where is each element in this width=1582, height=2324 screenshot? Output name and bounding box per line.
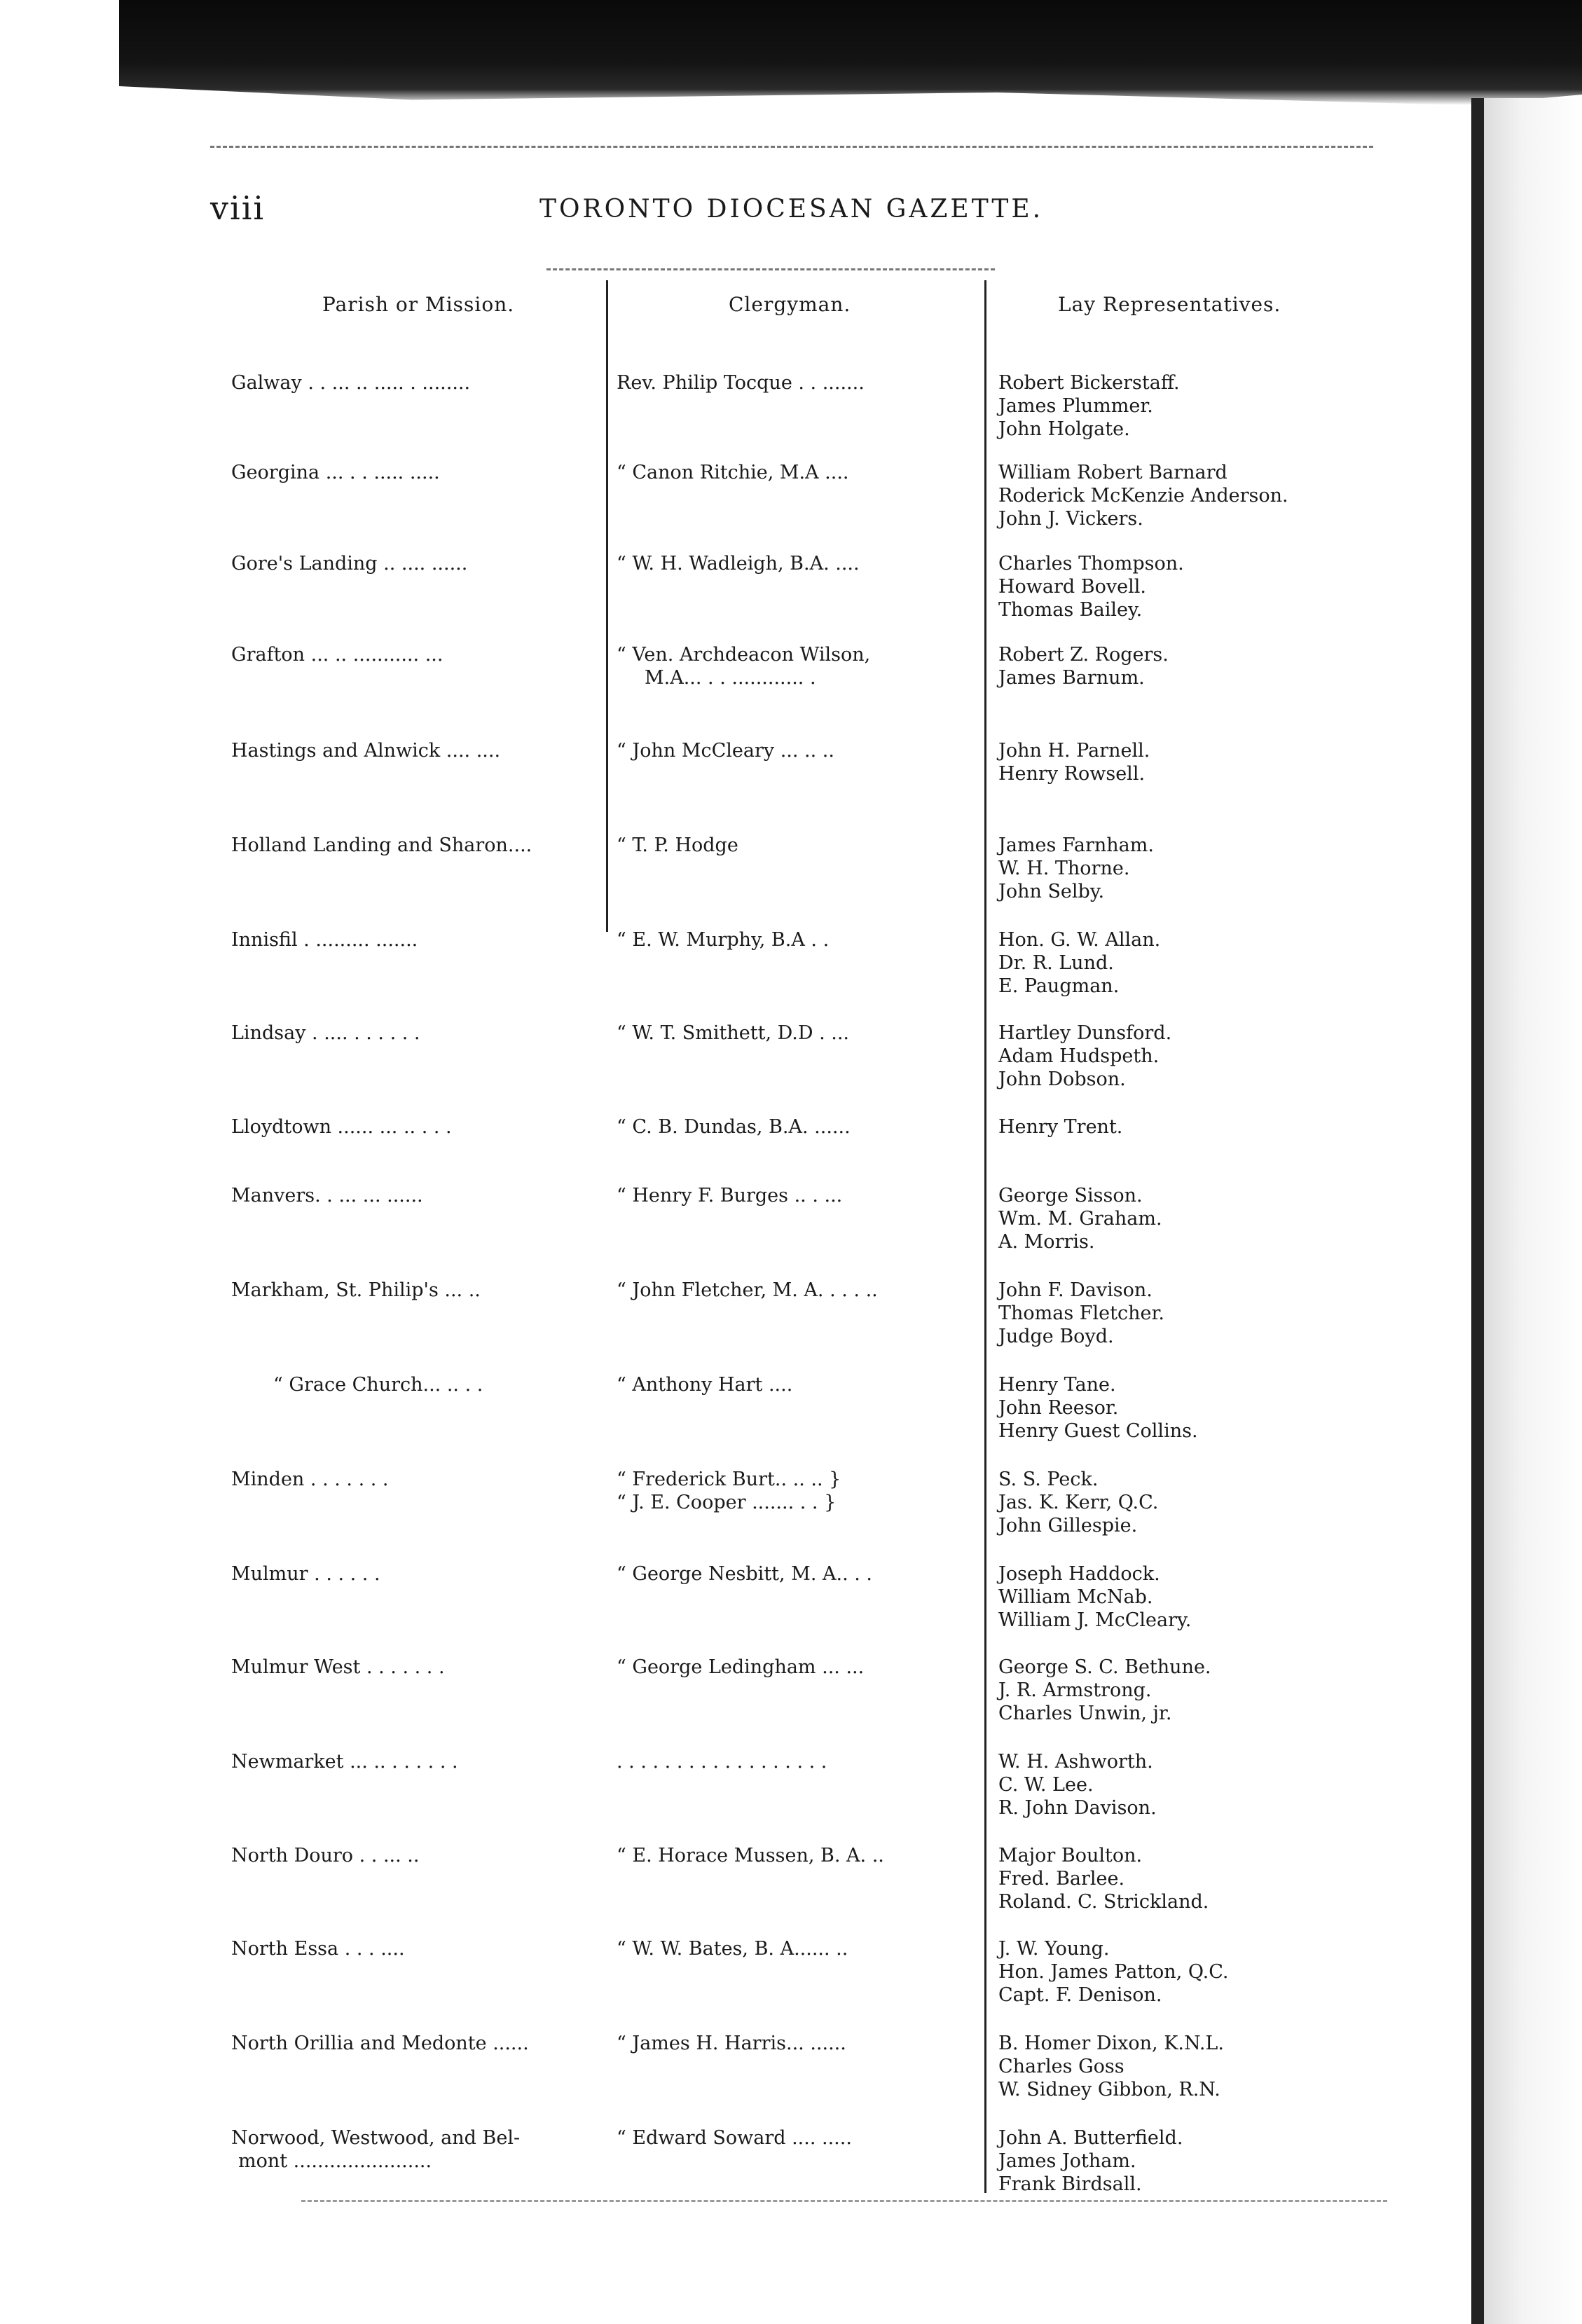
lay-representative: Robert Z. Rogers. <box>998 644 1169 666</box>
lay-representative: J. W. Young. <box>998 1938 1110 1960</box>
page-header <box>210 189 1401 238</box>
lay-representatives <box>998 834 1447 903</box>
lay-representative: Dr. R. Lund. <box>998 952 1114 974</box>
lay-representative: A. Morris. <box>998 1231 1095 1253</box>
parish-line: Norwood, Westwood, and Bel- <box>231 2127 521 2149</box>
clergyman-line: “ E. Horace Mussen, B. A. .. <box>617 1845 884 1866</box>
lay-representative: Hon. G. W. Allan. <box>998 929 1161 951</box>
clergyman-name <box>617 1184 981 1207</box>
clergyman-line: “ Anthony Hart .... <box>617 1374 793 1396</box>
clergyman-name <box>617 461 981 484</box>
lay-representative: James Barnum. <box>998 667 1145 689</box>
lay-representative: Joseph Haddock. <box>998 1563 1160 1585</box>
lay-representative: William McNab. <box>998 1586 1153 1608</box>
clergyman-line: “ W. H. Wadleigh, B.A. .... <box>617 553 860 575</box>
parish-name <box>231 2032 596 2055</box>
parish-line: Newmarket ... .. . . . . . . <box>231 1751 458 1773</box>
lay-representative: Hon. James Patton, Q.C. <box>998 1961 1229 1983</box>
clergyman-line: “ Ven. Archdeacon Wilson, <box>617 644 871 666</box>
clergyman-name <box>617 1562 981 1586</box>
lay-representative: James Farnham. <box>998 834 1154 856</box>
clergyman-line: Rev. Philip Tocque . . ....... <box>617 372 865 394</box>
clergyman-line: “ Frederick Burt.. .. .. } <box>617 1469 841 1490</box>
lay-representative: George Sisson. <box>998 1185 1143 1206</box>
lay-representatives <box>998 643 1447 689</box>
clergyman-line: M.A... . . ............ . <box>645 667 816 689</box>
lay-representatives <box>998 552 1447 621</box>
lay-representatives <box>998 1184 1447 1253</box>
parish-name <box>231 1937 596 1960</box>
parish-name <box>231 643 596 666</box>
column-divider-left <box>606 280 608 932</box>
parish-line: Minden . . . . . . . <box>231 1469 389 1490</box>
lay-representative: Jas. K. Kerr, Q.C. <box>998 1492 1159 1513</box>
parish-name <box>231 928 596 951</box>
lay-representative: E. Paugman. <box>998 975 1120 997</box>
lay-representative: Adam Hudspeth. <box>998 1045 1160 1067</box>
lay-representative: John A. Butterfield. <box>998 2127 1183 2149</box>
lay-representative: Roland. C. Strickland. <box>998 1891 1209 1913</box>
parish-name <box>273 1373 638 1396</box>
lay-representative: Major Boulton. <box>998 1845 1143 1866</box>
clergyman-name <box>617 1373 981 1396</box>
clergyman-name <box>617 1656 981 1679</box>
lay-representative: Judge Boyd. <box>998 1326 1114 1347</box>
parish-line: Markham, St. Philip's ... .. <box>231 1279 481 1301</box>
parish-name <box>231 1184 596 1207</box>
lay-representatives <box>998 371 1447 441</box>
top-dashed-rule <box>210 146 1373 148</box>
clergyman-name <box>617 1115 981 1139</box>
parish-name <box>231 552 596 575</box>
clergyman-name <box>617 1750 981 1773</box>
parish-name <box>231 1022 596 1045</box>
clergyman-line: “ W. W. Bates, B. A...... .. <box>617 1938 848 1960</box>
scan-border-top <box>119 0 1582 105</box>
lay-representative: W. H. Ashworth. <box>998 1751 1153 1773</box>
parish-name <box>231 739 596 762</box>
clergyman-line: “ George Ledingham ... ... <box>617 1656 865 1678</box>
lay-representatives <box>998 461 1447 530</box>
column-header-clergyman: Clergyman. <box>729 293 851 316</box>
parish-line: Manvers. . ... ... ...... <box>231 1185 423 1206</box>
clergyman-line: “ J. E. Cooper ....... . . } <box>617 1492 837 1513</box>
clergyman-name <box>617 1937 981 1960</box>
page-number: viii <box>210 189 266 227</box>
lay-representative: R. John Davison. <box>998 1797 1157 1819</box>
lay-representatives <box>998 2032 1447 2101</box>
lay-representatives <box>998 1656 1447 1725</box>
parish-line: Holland Landing and Sharon.... <box>231 834 532 856</box>
parish-line: Innisfil . ......... ....... <box>231 929 418 951</box>
lay-representatives <box>998 1844 1447 1913</box>
column-header-parish: Parish or Mission. <box>322 293 515 316</box>
parish-line: Georgina ... . . ..... ..... <box>231 462 440 483</box>
lay-representatives <box>998 1115 1447 1139</box>
clergyman-line: “ Henry F. Burges .. . ... <box>617 1185 843 1206</box>
page-spine-shadow <box>1484 98 1582 2324</box>
parish-line: North Douro . . ... .. <box>231 1845 420 1866</box>
clergyman-name <box>617 739 981 762</box>
lay-representative: George S. C. Bethune. <box>998 1656 1211 1678</box>
bottom-dashed-rule <box>301 2200 1387 2202</box>
parish-name <box>231 1562 596 1586</box>
clergyman-line: “ John McCleary ... .. .. <box>617 740 834 762</box>
clergyman-name <box>617 1279 981 1302</box>
parish-line: Lindsay . .... . . . . . . <box>231 1022 420 1044</box>
column-divider-right <box>984 280 986 2193</box>
clergyman-line: . . . . . . . . . . . . . . . . . . <box>617 1751 827 1773</box>
lay-representatives <box>998 1373 1447 1443</box>
clergyman-line: “ W. T. Smithett, D.D . ... <box>617 1022 850 1044</box>
clergyman-name <box>617 371 981 394</box>
lay-representatives <box>998 1022 1447 1091</box>
lay-representative: W. H. Thorne. <box>998 858 1130 879</box>
parish-line: Gore's Landing .. .... ...... <box>231 553 468 575</box>
gazette-title: TORONTO DIOCESAN GAZETTE. <box>539 195 1044 224</box>
clergyman-line: “ Canon Ritchie, M.A .... <box>617 462 849 483</box>
lay-representative: John Holgate. <box>998 418 1130 440</box>
lay-representative: James Jotham. <box>998 2150 1136 2172</box>
parish-name <box>231 1656 596 1679</box>
parish-table <box>210 280 1471 2195</box>
lay-representative: Henry Trent. <box>998 1116 1123 1138</box>
lay-representative: Henry Tane. <box>998 1374 1116 1396</box>
lay-representative: James Plummer. <box>998 395 1153 417</box>
parish-line: Mulmur . . . . . . <box>231 1563 380 1585</box>
lay-representative: Thomas Bailey. <box>998 599 1143 621</box>
parish-name <box>231 461 596 484</box>
lay-representative: William J. McCleary. <box>998 1609 1192 1631</box>
parish-line: mont ....................... <box>238 2150 432 2172</box>
lay-representative: Charles Goss <box>998 2056 1124 2077</box>
lay-representative: Fred. Barlee. <box>998 1868 1125 1890</box>
lay-representative: William Robert Barnard <box>998 462 1227 483</box>
clergyman-name <box>617 834 981 857</box>
parish-name <box>231 834 596 857</box>
lay-representative: Charles Unwin, jr. <box>998 1703 1172 1724</box>
clergyman-line: “ E. W. Murphy, B.A . . <box>617 929 830 951</box>
parish-line: “ Grace Church... .. . . <box>273 1374 483 1396</box>
parish-name <box>231 371 596 394</box>
parish-line: Hastings and Alnwick .... .... <box>231 740 501 762</box>
lay-representative: W. Sidney Gibbon, R.N. <box>998 2079 1220 2100</box>
parish-name <box>231 1468 596 1491</box>
parish-name <box>231 1115 596 1139</box>
lay-representative: John Reesor. <box>998 1397 1119 1419</box>
parish-name <box>231 2126 596 2173</box>
parish-line: Lloydtown ...... ... .. . . . <box>231 1116 452 1138</box>
clergyman-line: “ Edward Soward .... ..... <box>617 2127 852 2149</box>
lay-representative: John Selby. <box>998 881 1105 902</box>
lay-representatives <box>998 2126 1447 2196</box>
parish-line: Galway . . ... .. ..... . ........ <box>231 372 471 394</box>
lay-representative: Thomas Fletcher. <box>998 1302 1165 1324</box>
parish-name <box>231 1750 596 1773</box>
header-underline-rule <box>546 268 995 270</box>
lay-representatives <box>998 928 1447 998</box>
lay-representative: Wm. M. Graham. <box>998 1208 1162 1230</box>
lay-representative: John Dobson. <box>998 1068 1126 1090</box>
clergyman-line: “ James H. Harris... ...... <box>617 2033 846 2054</box>
lay-representative: Capt. F. Denison. <box>998 1984 1162 2006</box>
column-header-lay: Lay Representatives. <box>1058 293 1281 316</box>
lay-representative: Henry Guest Collins. <box>998 1420 1198 1442</box>
lay-representative: Charles Thompson. <box>998 553 1184 575</box>
lay-representative: Frank Birdsall. <box>998 2173 1142 2195</box>
lay-representatives <box>998 1750 1447 1820</box>
page-spine-edge <box>1471 98 1484 2324</box>
lay-representatives <box>998 1937 1447 2007</box>
lay-representative: John F. Davison. <box>998 1279 1153 1301</box>
clergyman-name <box>617 552 981 575</box>
lay-representative: B. Homer Dixon, K.N.L. <box>998 2033 1224 2054</box>
clergyman-line: “ John Fletcher, M. A. . . . .. <box>617 1279 878 1301</box>
lay-representative: Henry Rowsell. <box>998 763 1146 785</box>
clergyman-name <box>617 2032 981 2055</box>
clergyman-line: “ T. P. Hodge <box>617 834 738 856</box>
clergyman-name <box>617 1468 981 1514</box>
parish-line: Mulmur West . . . . . . . <box>231 1656 445 1678</box>
lay-representatives <box>998 1468 1447 1537</box>
lay-representatives <box>998 1562 1447 1632</box>
lay-representative: Robert Bickerstaff. <box>998 372 1180 394</box>
lay-representatives <box>998 739 1447 785</box>
lay-representative: John Gillespie. <box>998 1515 1138 1536</box>
clergyman-line: “ George Nesbitt, M. A.. . . <box>617 1563 872 1585</box>
clergyman-name <box>617 1844 981 1867</box>
clergyman-name <box>617 2126 981 2150</box>
parish-line: North Orillia and Medonte ...... <box>231 2033 529 2054</box>
parish-line: Grafton ... .. ........... ... <box>231 644 443 666</box>
lay-representative: Roderick McKenzie Anderson. <box>998 485 1288 507</box>
lay-representative: John H. Parnell. <box>998 740 1150 762</box>
lay-representative: Howard Bovell. <box>998 576 1146 598</box>
lay-representative: Hartley Dunsford. <box>998 1022 1172 1044</box>
lay-representative: S. S. Peck. <box>998 1469 1099 1490</box>
clergyman-name <box>617 928 981 951</box>
lay-representatives <box>998 1279 1447 1348</box>
clergyman-name <box>617 1022 981 1045</box>
parish-name <box>231 1279 596 1302</box>
lay-representative: C. W. Lee. <box>998 1774 1094 1796</box>
parish-line: North Essa . . . .... <box>231 1938 405 1960</box>
clergyman-name <box>617 643 981 689</box>
clergyman-line: “ C. B. Dundas, B.A. ...... <box>617 1116 851 1138</box>
lay-representative: John J. Vickers. <box>998 508 1143 530</box>
parish-name <box>231 1844 596 1867</box>
lay-representative: J. R. Armstrong. <box>998 1679 1152 1701</box>
